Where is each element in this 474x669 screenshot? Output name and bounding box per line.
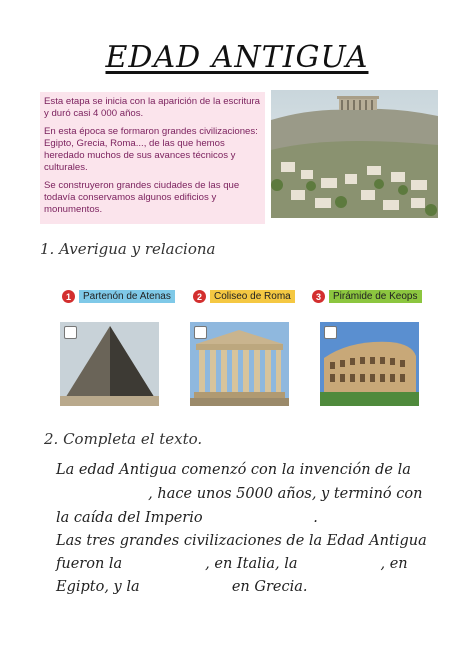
text-line-2: , hace unos 5000 años, y terminó con	[56, 486, 423, 502]
label-text: Pirámide de Keops	[329, 290, 422, 303]
text-line-4: Las tres grandes civilizaciones de la Edad Antigua	[56, 533, 427, 549]
question-2: 2. Completa el texto.	[44, 430, 203, 448]
label-text: Partenón de Atenas	[79, 290, 175, 303]
label-text: Coliseo de Roma	[210, 290, 295, 303]
number-badge: 3	[312, 290, 325, 303]
acropolis-photo	[271, 90, 438, 218]
info-paragraph-2: En esta época se formaron grandes civilizaciones: Egipto, Grecia, Roma..., de las que hemos heredado muchos de sus avances técnicos y culturales.	[44, 126, 258, 173]
pyramid-photo	[60, 322, 159, 406]
colosseum-photo	[320, 322, 419, 406]
info-paragraph-3: Se construyeron grandes ciudades de las que todavía conservamos algunos edificios y monumentos.	[44, 180, 240, 215]
text-line-6: Egipto, y la en Grecia.	[56, 579, 308, 595]
question-1: 1. Averigua y relaciona	[40, 240, 216, 258]
label-colosseum	[193, 289, 295, 304]
text-line-3: la caída del Imperio .	[56, 510, 318, 526]
text-line-1: La edad Antigua comenzó con la invención de la	[56, 462, 411, 478]
label-parthenon	[62, 289, 175, 304]
info-paragraph-1: Esta etapa se inicia con la aparición de la escritura y duró casi 4 000 años.	[44, 96, 260, 119]
info-box	[40, 92, 265, 224]
parthenon-photo	[190, 322, 289, 406]
answer-checkbox[interactable]	[324, 326, 337, 339]
page-title: EDAD ANTIGUA	[105, 40, 369, 75]
text-line-5: fueron la , en Italia, la , en	[56, 556, 408, 572]
answer-checkbox[interactable]	[64, 326, 77, 339]
number-badge: 2	[193, 290, 206, 303]
label-pyramid	[312, 289, 422, 304]
answer-checkbox[interactable]	[194, 326, 207, 339]
number-badge: 1	[62, 290, 75, 303]
